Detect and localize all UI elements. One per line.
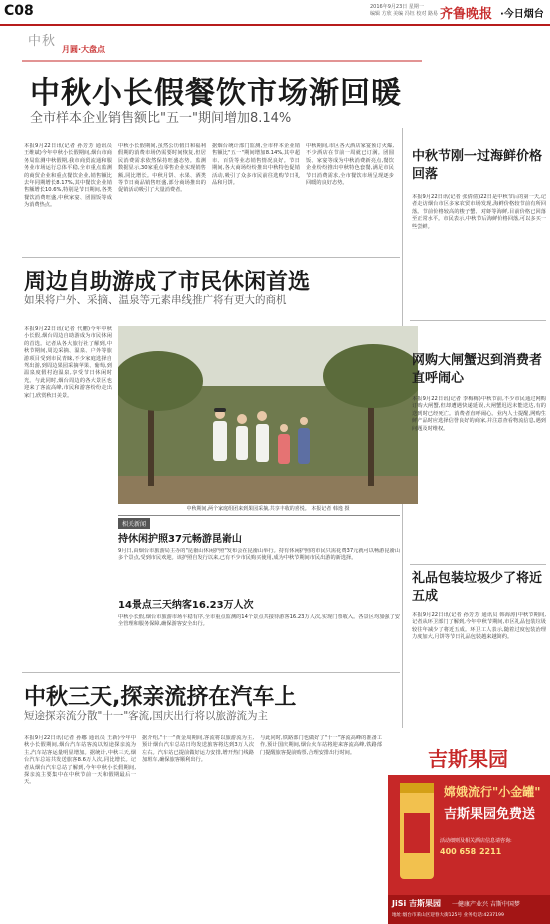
- inner-box-body: 9月日,由烟台市旅游局主办的"昆嵛山休闲护照"发布会在昆嵛山举行。持有休闲护照的市民只需花费37元就可以畅游昆嵛山多个景点,受到市民欢迎。该护照自发行以来,已有不少市民购买使用,成为中秋节期间市民出游的新选择。: [118, 548, 400, 562]
- editor-text: 编辑 方欣 美编 冯钰 校对 路易: [370, 11, 438, 17]
- section-label: 月圆·大盘点: [62, 45, 106, 54]
- ad-jar-icon: [396, 783, 438, 883]
- article-divider: [22, 257, 400, 258]
- article1-col2: 中秋小长假期间,虽然公历假日和福利假期的消费市场仍需要时间恢复,但居民消费需求依然保持旺盛态势。监测数据显示,30家重点零售企业实现销售额,同比增长。中秋月饼、水果、酒类等节日商品销售旺盛,部分商场推出的促销活动吸引了大量消费者。: [118, 143, 206, 194]
- article2-col1: 本报9月22日讯(记者 代鹏)今年中秋小长假,烟台周边自助游成为市民休闲的首选。记者从各大旅行社了解到,中秋节期间,周边采摘、温泉、户外等旅游项目受到市民青睐,不少家庭选择自驾出游,到周边果园采摘苹果、葡萄,到温泉度假村泡温泉,享受节日休闲时光。与此同时,烟台周边的各大景区也迎来了客流高峰,市民和游客纷纷走出家门,欣赏秋日美景。: [24, 326, 112, 399]
- page-number: C08: [4, 3, 34, 19]
- article3-col3: 与此同时,铁路部门也做好了"十一"客流高峰的准备工作,预计国庆期间,烟台火车站将迎来客流高峰,铁路部门提醒旅客提前购票,合理安排出行时间。: [260, 735, 382, 756]
- sidebar-divider-2: [410, 564, 546, 565]
- edition-name: ·今日烟台: [500, 9, 544, 20]
- orchard-photo: [118, 326, 418, 504]
- sub-article-title: 14景点三天纳客16.23万人次: [118, 600, 254, 611]
- page-header: [0, 0, 550, 26]
- ad-slogan2: 吉斯果园免费送: [444, 807, 536, 822]
- decorative-rule: [22, 58, 422, 64]
- article3-col1: 本报9月22日讯(记者 孙娜 通讯员 王新)今年中秋小长假期间,烟台汽车站客流以短途探亲流为主,汽车站客运量明显增加。据统计,中秋三天,烟台汽车总站共发送旅客8.6万人次,同比增长。记者从烟台汽车总站了解到,今年中秋小长假期间,探亲流主要集中在中秋节前一天和假期最后一天。: [24, 735, 136, 786]
- advertisement[interactable]: [388, 737, 550, 924]
- ad-hotline-label: 活动细则及相关酒店信息请咨询:: [440, 838, 512, 844]
- sidebar3-title: 礼品包装垃圾少了将近五成: [412, 571, 543, 604]
- section-banner: 中秋: [28, 34, 57, 49]
- article3-col2: 据介绍,"十一"黄金周期间,客流将以旅游流为主,预计烟台汽车总站日均发送旅客将达到3万人次左右。汽车站已提前做好运力安排,增开热门线路加班车,确保旅客顺利出行。: [142, 735, 254, 764]
- sidebar2-body: 本报9月22日讯(记者 李梅梅)中秋节前,不少市民通过网购订购大闸蟹,但却遭遇快递延误,大闸蟹迟迟未能送达,有的送到时已经死亡。消费者直呼闹心。业内人士提醒,网购生鲜产品时应选择信誉良好的商家,并注意查看物流信息,遇到问题及时维权。: [412, 396, 546, 432]
- article3-headline: 中秋三天,探亲流挤在汽车上: [24, 685, 297, 710]
- related-news-tag: 相关新闻: [118, 518, 150, 529]
- sub-article-body: 中秋小长假,烟台市旅游市场平稳有序,全市重点监测的14个景点共接待游客16.23万人次,实现门票收入。各景区均加强了安全管理和服务保障,确保游客安全出行。: [118, 614, 400, 628]
- article1-col4: 中秋期间,市区各大酒店家宴预订火爆,不少酒店在节前一周就已订满。团圆饭、家宴等成为中秋消费新亮点,餐饮企业纷纷推出中秋特色套餐,满足市民节日消费需求,全市餐饮市场呈现逐步回暖的良好态势。: [306, 143, 394, 187]
- header-date-line: [370, 4, 440, 18]
- ad-footer-brand: JiSi 吉斯果园: [392, 899, 442, 908]
- sidebar-divider: [410, 320, 546, 321]
- sidebar1-body: 本报9月22日讯(记者 张倩倩)22日是中秋节后的第一天,记者走访烟台市区多家农贸市场发现,海鲜价格较节前有所回落。节前价格较高的梭子蟹、对虾等海鲜,目前价格已回落至正常水平。市民表示,中秋节后海鲜价格回落,可以多买一些尝鲜。: [412, 194, 546, 230]
- ad-footer-tagline: 一健康产业兴 吉斯中国梦: [452, 901, 520, 908]
- article1-col3: 据烟台统计部门监测,全市样本企业销售额比"五一"期间增加8.14%,其中超市、百货等业态销售情况良好。节日期间,各大商场纷纷推出中秋特色促销活动,吸引了众多市民前往选购节日礼品和月饼。: [212, 143, 300, 187]
- inner-box-rule: [118, 515, 400, 516]
- sidebar1-title: 中秋节刚一过海鲜价格回落: [412, 149, 543, 182]
- article1-subheadline: 全市样本企业销售额比"五一"期间增加8.14%: [30, 111, 292, 126]
- ad-address: 地址:烟台市莱山区迎春大街125号 业务电话:4237199: [392, 913, 504, 918]
- article3-divider: [22, 672, 400, 673]
- ad-brand: 吉斯果园: [428, 747, 508, 771]
- inner-box-title: 持休闲护照37元畅游昆嵛山: [118, 534, 242, 545]
- date-text: 2016年9月23日 星期一: [370, 4, 424, 10]
- article1-col1: 本报9月22日讯(记者 孙芳芳 通讯员 王维斌)今年中秋小长假期间,烟台市商务局监测中秋假期,我市商贸流通和服务业市场运行总体平稳,全市重点监测的商贸企业和重点餐饮企业,销售额比去年同期增长8.17%,其中餐饮企业销售额增长10.6%,特别是节日期间,各类餐饮消费旺盛,中秋家宴、团圆饭等成为消费热点。: [24, 143, 112, 209]
- sidebar2-title: 网购大闸蟹迟到消费者直呼闹心: [412, 353, 543, 386]
- sidebar3-body: 本报9月22日讯(记者 孙芳芳 通讯员 韩海涛)中秋节期间,记者从环卫部门了解到,今年中秋节期间,市区礼品包装垃圾较往年减少了将近五成。环卫工人表示,随着过度包装治理力度加大,月饼等节日礼品包装越来越简约。: [412, 612, 546, 641]
- article2-subheadline: 如果将户外、采摘、温泉等元素串线推广将有更大的商机: [24, 294, 287, 306]
- ad-hotline[interactable]: 400 658 2211: [440, 847, 502, 856]
- orchard-photo-illustration: [118, 326, 418, 504]
- article3-subheadline: 短途探亲流分散"十一"客流,国庆出行将以旅游流为主: [24, 710, 268, 722]
- photo-caption: 中秋期间,两个家庭组团来到果园采摘,共享丰收的喜悦。 本报记者 韩逸 摄: [186, 506, 350, 512]
- newspaper-logo: 齐鲁晚报: [440, 7, 493, 22]
- article1-headline: 中秋小长假餐饮市场渐回暖: [30, 76, 402, 111]
- article2-headline: 周边自助游成了市民休闲首选: [24, 270, 311, 295]
- ad-slogan: 嫦娥流行"小金罐": [444, 785, 541, 799]
